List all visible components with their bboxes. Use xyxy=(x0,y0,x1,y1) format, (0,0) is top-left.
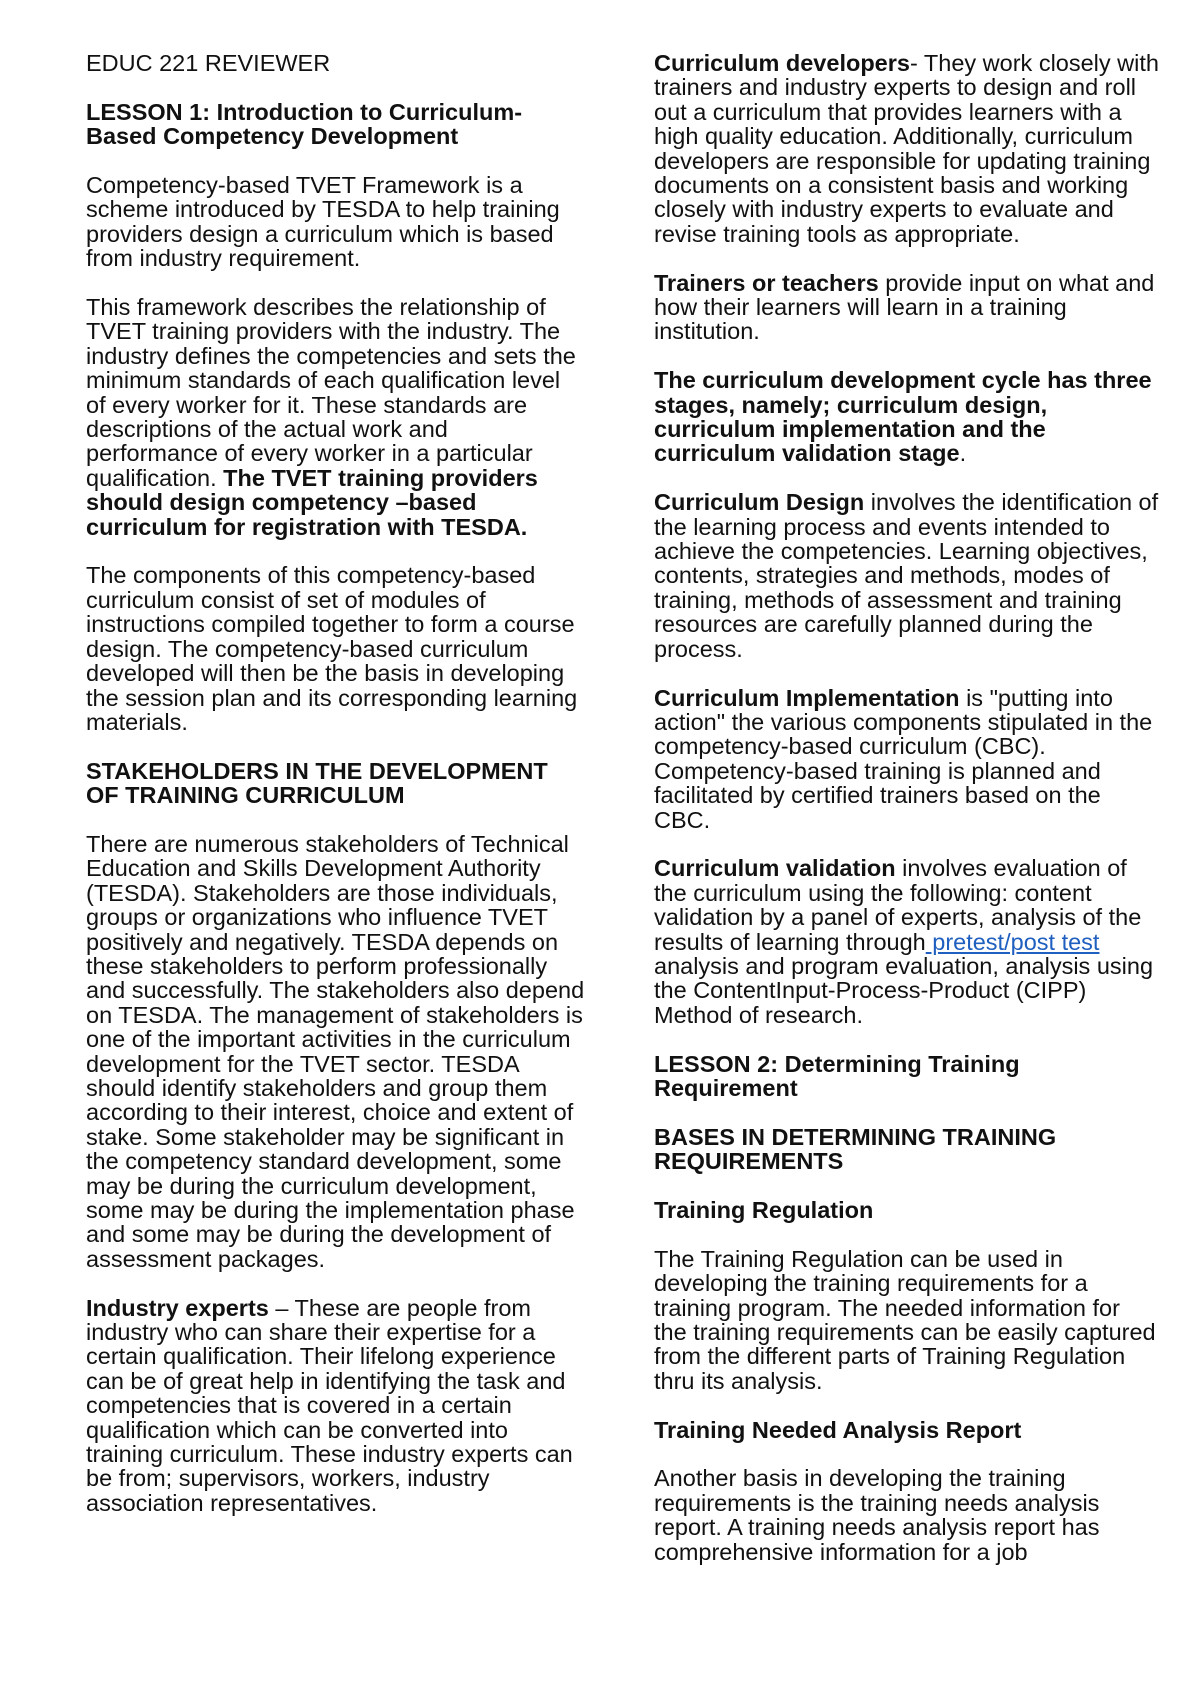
development-cycle-period: . xyxy=(959,440,967,467)
paragraph-curriculum-validation xyxy=(654,856,1159,1027)
right-column xyxy=(654,51,1159,1588)
curriculum-validation-definition-start: involves evaluation of the curriculum using the following: content validation by a panel of experts, analysis of the results of learning through xyxy=(654,855,1142,955)
training-regulation-heading: Training Regulation xyxy=(654,1196,874,1223)
lesson2-heading: LESSON 2: Determining Training Requirement xyxy=(654,1050,1020,1101)
tna-report-heading: Training Needed Analysis Report xyxy=(654,1416,1022,1443)
paragraph-training-regulation: The Training Regulation can be used in developing the training requirements for a training program. The needed information for the training requirements can be easily captured from the different parts of Training Regulation thru its analysis. xyxy=(654,1245,1156,1394)
term-curriculum-developers: Curriculum developers xyxy=(654,50,910,76)
lesson1-heading: LESSON 1: Introduction to Curriculum-Based Competency Development xyxy=(86,98,523,150)
paragraph-curriculum-implementation xyxy=(654,686,1159,832)
paragraph-trainers xyxy=(654,271,1159,344)
bases-heading: BASES IN DETERMINING TRAINING REQUIREMENTS xyxy=(654,1123,1057,1175)
term-curriculum-validation: Curriculum validation xyxy=(654,855,896,882)
curriculum-implementation-definition: is "putting into action" the various components stipulated in the competency-based curriculum (CBC). Competency-based training is planned and facilitated by certified trainers based on the CBC. xyxy=(654,684,1153,833)
term-industry-experts: Industry experts xyxy=(86,1294,269,1321)
trainers-definition: provide input on what and how their learners will learn in a training institution. xyxy=(654,269,1155,345)
paragraph-curriculum-developers xyxy=(654,51,1159,246)
industry-experts-definition: – These are people from industry who can share their expertise for a certain qualification. Their lifelong experience can be of great help in identifying the task and competencies that is covered in a certain qualification which can be converted into training curriculum. These industry experts can be from; supervisors, workers, industry association representatives. xyxy=(86,1294,573,1516)
paragraph-framework-intro: Competency-based TVET Framework is a scheme introduced by TESDA to help training providers design a curriculum which is based from industry requirement. xyxy=(86,172,560,272)
paragraph-development-cycle xyxy=(654,368,1159,466)
left-column xyxy=(86,51,586,1540)
paragraph-curriculum-design xyxy=(654,490,1159,661)
paragraph-tna-report: Another basis in developing the training requirements is the training needs analysis report. A training needs analysis report has comprehensive information for a job xyxy=(654,1465,1100,1565)
paragraph-components: The components of this competency-based curriculum consist of set of modules of instructions compiled together to form a course design. The competency-based curriculum developed will then be the basis in developing the session plan and its corresponding learning materials. xyxy=(86,562,578,735)
paragraph-stakeholders: There are numerous stakeholders of Technical Education and Skills Development Authority (TESDA). Stakeholders are those individuals, groups or organizations who influence TVET positively and negatively. TESDA depends on these stakeholders to perform professionally and successfully. The stakeholders also depend on TESDA. The management of stakeholders is one of the important activities in the curriculum development for the TVET sector. TESDA should identify stakeholders and group them according to their interest, choice and extent of stake. Some stakeholder may be significant in the competency standard development, some may be during the curriculum development, some may be during the implementation phase and some may be during the development of assessment packages. xyxy=(86,830,585,1272)
stakeholders-heading: STAKEHOLDERS IN THE DEVELOPMENT OF TRAINING CURRICULUM xyxy=(86,757,548,809)
paragraph-framework-relationship-text: This framework describes the relationship of TVET training providers with the industry. The industry defines the competencies and sets the minimum standards of each qualification level of every worker for it. These standards are descriptions of the actual work and performance of every worker in a particular qualification. xyxy=(86,294,576,491)
paragraph-framework-relationship-emphasis: The TVET training providers should design competency –based curriculum for registration with TESDA. xyxy=(86,464,538,540)
curriculum-validation-definition-end: analysis and program evaluation, analysis using the ContentInput-Process-Product (CIPP) Method of research. xyxy=(654,952,1154,1028)
term-curriculum-implementation: Curriculum Implementation xyxy=(654,684,960,711)
term-trainers: Trainers or teachers xyxy=(654,269,879,296)
pretest-posttest-link[interactable]: pretest/post test xyxy=(925,928,1100,955)
curriculum-design-definition: involves the identification of the learning process and events intended to achieve the competencies. Learning objectives, contents, strategies and methods, modes of training, methods of assessment and training resources are carefully planned during the process. xyxy=(654,489,1159,662)
paragraph-industry-experts xyxy=(86,1296,586,1516)
curriculum-developers-definition: - They work closely with trainers and industry experts to design and roll out a curriculum that provides learners with a high quality education. Additionally, curriculum developers are responsible for updating training documents on a consistent basis and working closely with industry experts to evaluate and revise training tools as appropriate. xyxy=(654,50,1159,247)
development-cycle-statement: The curriculum development cycle has three stages, namely; curriculum design, curriculum implementation and the curriculum validation stage xyxy=(654,367,1152,467)
term-curriculum-design: Curriculum Design xyxy=(654,489,865,516)
document-title: EDUC 221 REVIEWER xyxy=(86,50,331,76)
paragraph-framework-relationship xyxy=(86,295,586,539)
